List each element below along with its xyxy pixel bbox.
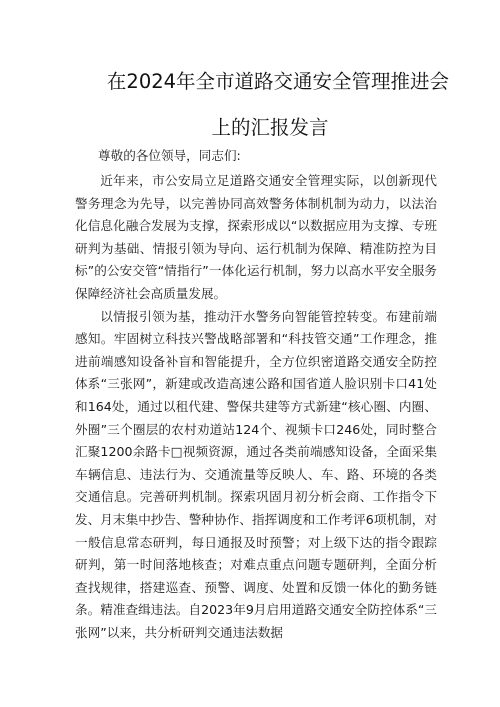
document-title-line-1: 在2024年全市道路交通安全管理推进会 [106, 70, 450, 93]
salutation-block [98, 145, 241, 168]
document-body [75, 170, 437, 644]
paragraph-intelligence: 以情报引领为基，推动汗水警务向智能管控转变。布建前端感知。牢固树立科技兴警战略部署和“科技管交通”工作理念，推进前端感知设备补盲和智能提升，全方位织密道路交通安全防控体系“三张网”，新建或改造高速公路和国省道人脸识别卡口41处和164处，通过以租代建、警保共建等方式新建“核心圈、内圈、外圈”三个圈层的农村劝道站124个、视频卡口246处，同时整合汇聚1200余路卡□视频资源，通过各类前端感知设备，全面采集车辆信息、违法行为、交通流量等反映人、车、路、环境的各类交通信息。完善研判机制。探索巩固月初分析会商、工作指令下发、月末集中抄告、警种协作、指挥调度和工作考评6项机制，对一般信息常态研判，每日通报及时预警；对上级下达的指令跟踪研判，第一时间落地核查；对难点重点问题专题研判，全面分析查找规律，搭建巡查、预警、调度、处置和反馈一体化的勤务链条。精准查缉违法。自2023年9月启用道路交通安全防控体系“三张网”以来，共分析研判交通违法数据 [75, 308, 437, 640]
paragraph-intro: 近年来，市公安局立足道路交通安全管理实际，以创新现代警务理念为先导，以完善协同高效警务体制机制为动力，以法治化信息化融合发展为支撑，探索形成以“以数据应用为支撑、专班研判为基础、情报引领为导向、运行机制为保障、精准防控为目标”的公安交管“情指行”一体化运行机制，努力以高水平安全服务保障经济社会高质量发展。 [75, 173, 437, 301]
document-title-line-2: 上的汇报发言 [211, 116, 329, 139]
salutation: 尊敬的各位领导，同志们: [98, 148, 241, 163]
